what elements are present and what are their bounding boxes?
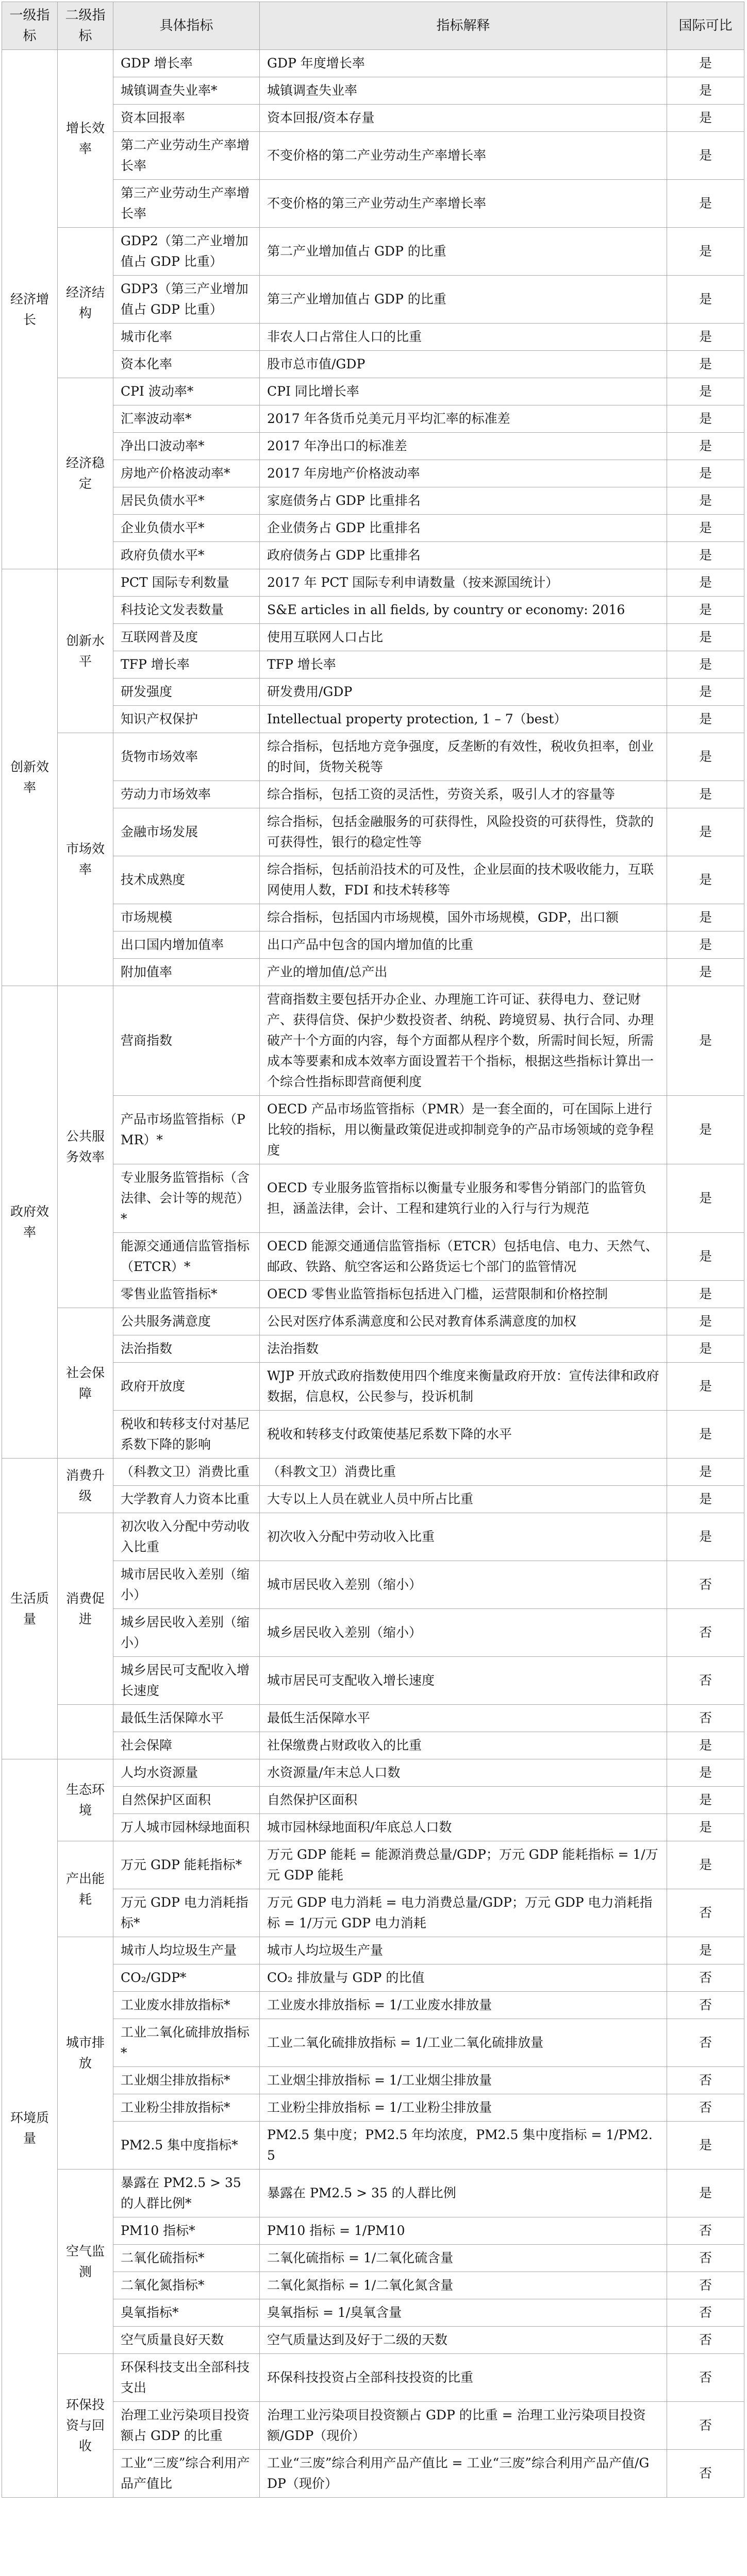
table-row (2, 1732, 744, 1759)
table-row (2, 2122, 744, 2170)
table-row (2, 651, 744, 679)
comparable-cell: 是 (667, 1841, 744, 1889)
comparable-cell: 是 (667, 1363, 744, 1411)
indicator-cell: 公共服务满意度 (113, 1308, 260, 1335)
table-row (2, 1841, 744, 1889)
table-row (2, 2450, 744, 2498)
table-row (2, 105, 744, 132)
table-row (2, 2299, 744, 2327)
explanation-cell: 工业粉尘排放指标 = 1/工业粉尘排放量 (260, 2094, 667, 2122)
indicator-cell: 二氧化硫指标* (113, 2245, 260, 2272)
table-row (2, 1657, 744, 1705)
table-row (2, 1561, 744, 1609)
table-row (2, 1787, 744, 1814)
level2-cell: 经济结构 (58, 228, 113, 378)
comparable-cell: 否 (667, 1964, 744, 1992)
explanation-cell: 环保科技投资占全部科技投资的比重 (260, 2354, 667, 2402)
comparable-cell: 是 (667, 1459, 744, 1486)
explanation-cell: 综合指标，包括工资的灵活性，劳资关系，吸引人才的容量等 (260, 781, 667, 808)
comparable-cell: 否 (667, 2299, 744, 2327)
explanation-cell: 第二产业增加值占 GDP 的比重 (260, 228, 667, 276)
explanation-cell: S&E articles in all fields, by country or economy: 2016 (260, 597, 667, 624)
table-row (2, 1889, 744, 1937)
table-row (2, 2217, 744, 2245)
explanation-cell: 非农人口占常住人口的比重 (260, 324, 667, 351)
comparable-cell: 是 (667, 487, 744, 515)
explanation-cell: GDP 年度增长率 (260, 50, 667, 77)
comparable-cell: 是 (667, 405, 744, 433)
table-row (2, 706, 744, 733)
indicator-cell: TFP 增长率 (113, 651, 260, 679)
explanation-cell: 城市居民可支配收入增长速度 (260, 1657, 667, 1705)
indicator-cell: 互联网普及度 (113, 624, 260, 651)
table-row (2, 2094, 744, 2122)
comparable-cell: 是 (667, 2170, 744, 2217)
table-row (2, 2245, 744, 2272)
explanation-cell: 工业烟尘排放指标 = 1/工业烟尘排放量 (260, 2067, 667, 2094)
explanation-cell: 万元 GDP 电力消耗 = 电力消费总量/GDP；万元 GDP 电力消耗指标 = 1/万元 GDP 电力消耗 (260, 1889, 667, 1937)
explanation-cell: 营商指数主要包括开办企业、办理施工许可证、获得电力、登记财产、获得信贷、保护少数投资者、纳税、跨境贸易、执行合同、办理破产十个方面的内容，每个方面都从程序个数，所需时间长短，所需成本等要素和成本效率方面设置若干个指标，根据这些指标计算出一个综合性指标即营商便利度 (260, 986, 667, 1096)
table-row (2, 1759, 744, 1787)
table-row (2, 1937, 744, 1964)
comparable-cell: 否 (667, 2067, 744, 2094)
indicator-cell: 专业服务监管指标（含法律、会计等的规范）* (113, 1164, 260, 1233)
explanation-cell: 大专以上人员在就业人员中所占比重 (260, 1486, 667, 1513)
comparable-cell: 否 (667, 1609, 744, 1657)
level1-cell: 创新效率 (2, 569, 58, 986)
indicator-cell: 市场规模 (113, 904, 260, 931)
level2-cell: 增长效率 (58, 50, 113, 228)
comparable-cell: 是 (667, 228, 744, 276)
explanation-cell: 工业废水排放指标 = 1/工业废水排放量 (260, 1992, 667, 2019)
comparable-cell: 是 (667, 2122, 744, 2170)
indicator-table (2, 2, 744, 2498)
explanation-cell: 不变价格的第二产业劳动生产率增长率 (260, 132, 667, 180)
comparable-cell: 是 (667, 180, 744, 228)
header-indicator: 具体指标 (113, 2, 260, 50)
table-row (2, 1335, 744, 1363)
comparable-cell: 是 (667, 651, 744, 679)
level2-cell: 空气监测 (58, 2170, 113, 2354)
comparable-cell: 是 (667, 105, 744, 132)
comparable-cell: 是 (667, 904, 744, 931)
explanation-cell: 研发费用/GDP (260, 679, 667, 706)
level1-cell: 生活质量 (2, 1459, 58, 1759)
explanation-cell: Intellectual property protection, 1 – 7（best） (260, 706, 667, 733)
explanation-cell: 二氧化硫指标 = 1/二氧化硫含量 (260, 2245, 667, 2272)
comparable-cell: 是 (667, 324, 744, 351)
indicator-cell: 工业二氧化硫排放指标* (113, 2019, 260, 2067)
indicator-cell: 政府开放度 (113, 1363, 260, 1411)
table-row (2, 733, 744, 781)
explanation-cell: （科教文卫）消费比重 (260, 1459, 667, 1486)
comparable-cell: 是 (667, 1732, 744, 1759)
comparable-cell: 是 (667, 931, 744, 959)
indicator-cell: 科技论文发表数量 (113, 597, 260, 624)
comparable-cell: 是 (667, 1787, 744, 1814)
indicator-cell: 税收和转移支付对基尼系数下降的影响 (113, 1411, 260, 1459)
level2-cell: 经济稳定 (58, 378, 113, 569)
explanation-cell: 治理工业污染项目投资额占 GDP 的比重 = 治理工业污染项目投资额/GDP（现价） (260, 2402, 667, 2450)
table-row (2, 959, 744, 986)
comparable-cell: 是 (667, 378, 744, 405)
explanation-cell: 税收和转移支付政策使基尼系数下降的水平 (260, 1411, 667, 1459)
explanation-cell: 出口产品中包含的国内增加值的比重 (260, 931, 667, 959)
indicator-cell: 研发强度 (113, 679, 260, 706)
level2-cell: 产出能耗 (58, 1841, 113, 1937)
indicator-cell: 初次收入分配中劳动收入比重 (113, 1513, 260, 1561)
comparable-cell: 是 (667, 1233, 744, 1281)
explanation-cell: 2017 年房地产价格波动率 (260, 460, 667, 487)
table-row (2, 1513, 744, 1561)
table-row (2, 50, 744, 77)
table-row (2, 276, 744, 324)
table-row (2, 351, 744, 378)
indicator-cell: GDP 增长率 (113, 50, 260, 77)
indicator-cell: 城乡居民收入差别（缩小） (113, 1609, 260, 1657)
comparable-cell: 是 (667, 1513, 744, 1561)
table-row (2, 1164, 744, 1233)
indicator-cell: 净出口波动率* (113, 433, 260, 460)
indicator-cell: 人均水资源量 (113, 1759, 260, 1787)
level1-cell: 政府效率 (2, 986, 58, 1459)
table-row (2, 1459, 744, 1486)
table-row (2, 1096, 744, 1164)
indicator-cell: 环保科技支出全部科技支出 (113, 2354, 260, 2402)
explanation-cell: 初次收入分配中劳动收入比重 (260, 1513, 667, 1561)
level2-cell (58, 1705, 113, 1759)
table-row (2, 228, 744, 276)
table-row (2, 1363, 744, 1411)
explanation-cell: 工业二氧化硫排放指标 = 1/工业二氧化硫排放量 (260, 2019, 667, 2067)
indicator-cell: PCT 国际专利数量 (113, 569, 260, 597)
indicator-cell: 法治指数 (113, 1335, 260, 1363)
table-row (2, 433, 744, 460)
comparable-cell: 否 (667, 2094, 744, 2122)
explanation-cell: 城镇调查失业率 (260, 77, 667, 105)
explanation-cell: 综合指标，包括金融服务的可获得性，风险投资的可获得性，贷款的可获得性，银行的稳定性等 (260, 808, 667, 856)
table-row (2, 2354, 744, 2402)
explanation-cell: 公民对医疗体系满意度和公民对教育体系满意度的加权 (260, 1308, 667, 1335)
indicator-cell: 工业粉尘排放指标* (113, 2094, 260, 2122)
indicator-cell: 城镇调查失业率* (113, 77, 260, 105)
indicator-cell: PM10 指标* (113, 2217, 260, 2245)
explanation-cell: PM10 指标 = 1/PM10 (260, 2217, 667, 2245)
table-row (2, 2170, 744, 2217)
indicator-cell: 资本化率 (113, 351, 260, 378)
indicator-cell: GDP2（第二产业增加值占 GDP 比重） (113, 228, 260, 276)
indicator-cell: CPI 波动率* (113, 378, 260, 405)
explanation-cell: 综合指标，包括地方竞争强度，反垄断的有效性，税收负担率，创业的时间，货物关税等 (260, 733, 667, 781)
explanation-cell: 股市总市值/GDP (260, 351, 667, 378)
table-row (2, 180, 744, 228)
comparable-cell: 是 (667, 515, 744, 542)
indicator-cell: 大学教育人力资本比重 (113, 1486, 260, 1513)
explanation-cell: OECD 专业服务监管指标以衡量专业服务和零售分销部门的监管负担，涵盖法律，会计、工程和建筑行业的入行与行为规范 (260, 1164, 667, 1233)
table-row (2, 405, 744, 433)
indicator-cell: 工业烟尘排放指标* (113, 2067, 260, 2094)
comparable-cell: 是 (667, 706, 744, 733)
table-row (2, 597, 744, 624)
level2-cell: 市场效率 (58, 733, 113, 986)
table-row (2, 460, 744, 487)
comparable-cell: 是 (667, 351, 744, 378)
indicator-cell: 第二产业劳动生产率增长率 (113, 132, 260, 180)
explanation-cell: OECD 能源交通通信监管指标（ETCR）包括电信、电力、天然气、邮政、铁路、航空客运和公路货运七个部门的监管情况 (260, 1233, 667, 1281)
comparable-cell: 是 (667, 597, 744, 624)
explanation-cell: 城市人均垃圾生产量 (260, 1937, 667, 1964)
indicator-cell: 资本回报率 (113, 105, 260, 132)
explanation-cell: 最低生活保障水平 (260, 1705, 667, 1732)
explanation-cell: 空气质量达到及好于二级的天数 (260, 2327, 667, 2354)
indicator-cell: 附加值率 (113, 959, 260, 986)
comparable-cell: 否 (667, 2272, 744, 2299)
level2-cell: 社会保障 (58, 1308, 113, 1459)
comparable-cell: 是 (667, 624, 744, 651)
table-row (2, 77, 744, 105)
explanation-cell: 2017 年各货币兑美元月平均汇率的标准差 (260, 405, 667, 433)
header-row (2, 2, 744, 50)
explanation-cell: TFP 增长率 (260, 651, 667, 679)
explanation-cell: 臭氧指标 = 1/臭氧含量 (260, 2299, 667, 2327)
comparable-cell: 是 (667, 1937, 744, 1964)
indicator-cell: （科教文卫）消费比重 (113, 1459, 260, 1486)
comparable-cell: 否 (667, 1992, 744, 2019)
table-row (2, 1308, 744, 1335)
table-row (2, 1486, 744, 1513)
header-level1: 一级指标 (2, 2, 58, 50)
level1-cell: 经济增长 (2, 50, 58, 569)
explanation-cell: 水资源量/年末总人口数 (260, 1759, 667, 1787)
comparable-cell: 否 (667, 2019, 744, 2067)
indicator-cell: 劳动力市场效率 (113, 781, 260, 808)
table-row (2, 2272, 744, 2299)
level2-cell: 消费促进 (58, 1513, 113, 1705)
comparable-cell: 是 (667, 733, 744, 781)
table-row (2, 324, 744, 351)
comparable-cell: 否 (667, 2245, 744, 2272)
explanation-cell: 城市居民收入差别（缩小） (260, 1561, 667, 1609)
explanation-cell: 二氧化氮指标 = 1/二氧化氮含量 (260, 2272, 667, 2299)
indicator-cell: 政府负债水平* (113, 542, 260, 569)
explanation-cell: WJP 开放式政府指数使用四个维度来衡量政府开放：宣传法律和政府数据，信息权，公民参与，投诉机制 (260, 1363, 667, 1411)
level2-cell: 公共服务效率 (58, 986, 113, 1308)
comparable-cell: 是 (667, 132, 744, 180)
comparable-cell: 是 (667, 460, 744, 487)
indicator-cell: 技术成熟度 (113, 856, 260, 904)
comparable-cell: 是 (667, 856, 744, 904)
indicator-cell: 居民负债水平* (113, 487, 260, 515)
indicator-cell: PM2.5 集中度指标* (113, 2122, 260, 2170)
comparable-cell: 是 (667, 542, 744, 569)
indicator-cell: 社会保障 (113, 1732, 260, 1759)
indicator-cell: 城乡居民可支配收入增长速度 (113, 1657, 260, 1705)
comparable-cell: 是 (667, 1814, 744, 1841)
comparable-cell: 是 (667, 959, 744, 986)
indicator-cell: 暴露在 PM2.5 > 35 的人群比例* (113, 2170, 260, 2217)
table-row (2, 1705, 744, 1732)
comparable-cell: 是 (667, 569, 744, 597)
level2-cell: 生态环境 (58, 1759, 113, 1841)
explanation-cell: 综合指标，包括前沿技术的可及性，企业层面的技术吸收能力，互联网使用人数，FDI 和技术转移等 (260, 856, 667, 904)
indicator-cell: 货物市场效率 (113, 733, 260, 781)
comparable-cell: 是 (667, 1096, 744, 1164)
explanation-cell: 城乡居民收入差别（缩小） (260, 1609, 667, 1657)
indicator-cell: 臭氧指标* (113, 2299, 260, 2327)
comparable-cell: 是 (667, 77, 744, 105)
indicator-cell: 房地产价格波动率* (113, 460, 260, 487)
indicator-cell: 万人城市园林绿地面积 (113, 1814, 260, 1841)
comparable-cell: 是 (667, 433, 744, 460)
level2-cell: 创新水平 (58, 569, 113, 733)
comparable-cell: 是 (667, 1164, 744, 1233)
indicator-cell: 第三产业劳动生产率增长率 (113, 180, 260, 228)
level2-cell: 消费升级 (58, 1459, 113, 1513)
table-row (2, 781, 744, 808)
table-row (2, 1992, 744, 2019)
explanation-cell: 产业的增加值/总产出 (260, 959, 667, 986)
table-row (2, 1814, 744, 1841)
comparable-cell: 否 (667, 1561, 744, 1609)
indicator-cell: CO₂/GDP* (113, 1964, 260, 1992)
table-row (2, 1411, 744, 1459)
indicator-cell: 工业“三废”综合利用产品产值比 (113, 2450, 260, 2498)
indicator-cell: 万元 GDP 能耗指标* (113, 1841, 260, 1889)
explanation-cell: 资本回报/资本存量 (260, 105, 667, 132)
comparable-cell: 是 (667, 679, 744, 706)
table-row (2, 986, 744, 1096)
comparable-cell: 否 (667, 2402, 744, 2450)
level2-cell: 环保投资与回收 (58, 2354, 113, 2498)
explanation-cell: 不变价格的第三产业劳动生产率增长率 (260, 180, 667, 228)
table-row (2, 2327, 744, 2354)
explanation-cell: OECD 产品市场监管指标（PMR）是一套全面的，可在国际上进行比较的指标，用以衡量政策促进或抑制竞争的产品市场领域的竞争程度 (260, 1096, 667, 1164)
header-explanation: 指标解释 (260, 2, 667, 50)
table-row (2, 2067, 744, 2094)
indicator-cell: 二氧化氮指标* (113, 2272, 260, 2299)
comparable-cell: 否 (667, 1889, 744, 1937)
explanation-cell: 使用互联网人口占比 (260, 624, 667, 651)
comparable-cell: 是 (667, 50, 744, 77)
explanation-cell: 城市园林绿地面积/年底总人口数 (260, 1814, 667, 1841)
indicator-cell: 治理工业污染项目投资额占 GDP 的比重 (113, 2402, 260, 2450)
indicator-cell: 能源交通通信监管指标（ETCR）* (113, 1233, 260, 1281)
table-row (2, 542, 744, 569)
comparable-cell: 是 (667, 1411, 744, 1459)
table-row (2, 904, 744, 931)
table-row (2, 1281, 744, 1308)
table-row (2, 1609, 744, 1657)
indicator-cell: 城市居民收入差别（缩小） (113, 1561, 260, 1609)
explanation-cell: 工业“三废”综合利用产品产值比 = 工业“三废”综合利用产品产值/GDP（现价） (260, 2450, 667, 2498)
explanation-cell: 社保缴费占财政收入的比重 (260, 1732, 667, 1759)
table-row (2, 487, 744, 515)
table-row (2, 1964, 744, 1992)
explanation-cell: 法治指数 (260, 1335, 667, 1363)
indicator-cell: 汇率波动率* (113, 405, 260, 433)
table-row (2, 679, 744, 706)
indicator-cell: 营商指数 (113, 986, 260, 1096)
table-body (2, 50, 744, 2498)
explanation-cell: 政府债务占 GDP 比重排名 (260, 542, 667, 569)
indicator-cell: 知识产权保护 (113, 706, 260, 733)
comparable-cell: 是 (667, 276, 744, 324)
table-row (2, 2402, 744, 2450)
comparable-cell: 是 (667, 808, 744, 856)
indicator-cell: 产品市场监管指标（PMR）* (113, 1096, 260, 1164)
header-comparable: 国际可比 (667, 2, 744, 50)
comparable-cell: 否 (667, 2217, 744, 2245)
table-row (2, 378, 744, 405)
indicator-cell: 最低生活保障水平 (113, 1705, 260, 1732)
explanation-cell: 综合指标，包括国内市场规模，国外市场规模，GDP，出口额 (260, 904, 667, 931)
comparable-cell: 否 (667, 2327, 744, 2354)
comparable-cell: 是 (667, 1759, 744, 1787)
comparable-cell: 否 (667, 1657, 744, 1705)
explanation-cell: 企业债务占 GDP 比重排名 (260, 515, 667, 542)
level1-cell: 环境质量 (2, 1759, 58, 2498)
comparable-cell: 否 (667, 2354, 744, 2402)
comparable-cell: 否 (667, 2450, 744, 2498)
comparable-cell: 是 (667, 1335, 744, 1363)
indicator-cell: GDP3（第三产业增加值占 GDP 比重） (113, 276, 260, 324)
explanation-cell: CO₂ 排放量与 GDP 的比值 (260, 1964, 667, 1992)
explanation-cell: 家庭债务占 GDP 比重排名 (260, 487, 667, 515)
explanation-cell: 自然保护区面积 (260, 1787, 667, 1814)
explanation-cell: 第三产业增加值占 GDP 的比重 (260, 276, 667, 324)
level2-cell: 城市排放 (58, 1937, 113, 2170)
comparable-cell: 是 (667, 1281, 744, 1308)
comparable-cell: 是 (667, 1308, 744, 1335)
table-row (2, 515, 744, 542)
indicator-cell: 零售业监管指标* (113, 1281, 260, 1308)
explanation-cell: 万元 GDP 能耗 = 能源消费总量/GDP；万元 GDP 能耗指标 = 1/万元 GDP 能耗 (260, 1841, 667, 1889)
explanation-cell: 2017 年净出口的标准差 (260, 433, 667, 460)
table-row (2, 2019, 744, 2067)
comparable-cell: 是 (667, 781, 744, 808)
explanation-cell: PM2.5 集中度；PM2.5 年均浓度，PM2.5 集中度指标 = 1/PM2.5 (260, 2122, 667, 2170)
indicator-cell: 企业负债水平* (113, 515, 260, 542)
table-row (2, 624, 744, 651)
indicator-cell: 出口国内增加值率 (113, 931, 260, 959)
table-row (2, 1233, 744, 1281)
indicator-cell: 金融市场发展 (113, 808, 260, 856)
comparable-cell: 是 (667, 986, 744, 1096)
table-row (2, 132, 744, 180)
explanation-cell: 2017 年 PCT 国际专利申请数量（按来源国统计） (260, 569, 667, 597)
table-row (2, 856, 744, 904)
comparable-cell: 是 (667, 1486, 744, 1513)
table-row (2, 808, 744, 856)
explanation-cell: OECD 零售业监管指标包括进入门槛，运营限制和价格控制 (260, 1281, 667, 1308)
header-level2: 二级指标 (58, 2, 113, 50)
indicator-cell: 空气质量良好天数 (113, 2327, 260, 2354)
table-row (2, 931, 744, 959)
table-row (2, 569, 744, 597)
indicator-cell: 万元 GDP 电力消耗指标* (113, 1889, 260, 1937)
explanation-cell: CPI 同比增长率 (260, 378, 667, 405)
indicator-cell: 工业废水排放指标* (113, 1992, 260, 2019)
indicator-cell: 自然保护区面积 (113, 1787, 260, 1814)
indicator-cell: 城市化率 (113, 324, 260, 351)
comparable-cell: 否 (667, 1705, 744, 1732)
indicator-cell: 城市人均垃圾生产量 (113, 1937, 260, 1964)
explanation-cell: 暴露在 PM2.5 > 35 的人群比例 (260, 2170, 667, 2217)
